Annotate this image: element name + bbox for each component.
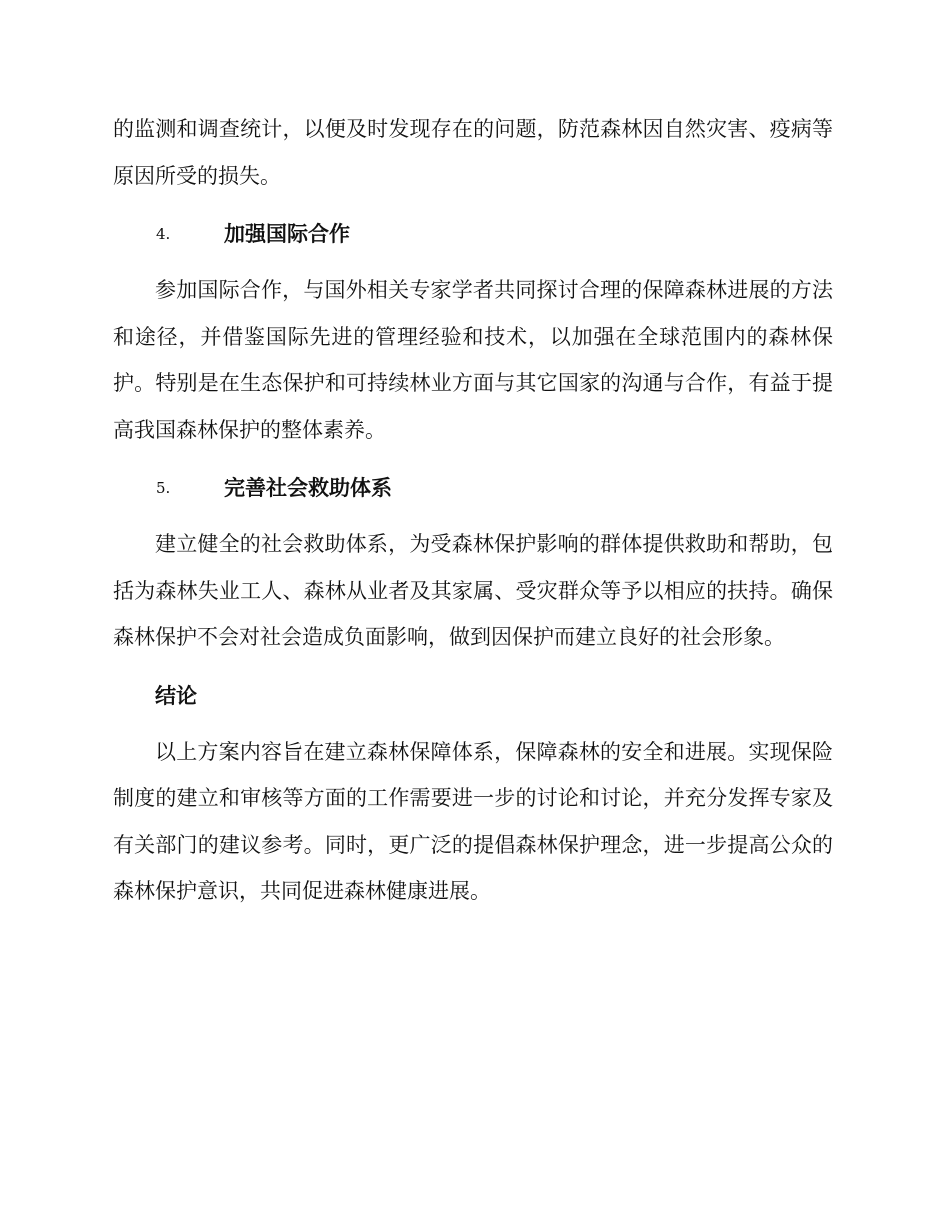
conclusion-heading (113, 673, 833, 719)
section-number: 4. (156, 225, 171, 243)
paragraph-conclusion: 以上方案内容旨在建立森林保障体系，保障森林的安全和进展。实现保险制度的建立和审核等方面的工作需要进一步的讨论和讨论，并充分发挥专家及有关部门的建议参考。同时，更广泛的提倡森林保护理念，进一步提高公众的森林保护意识，共同促进森林健康进展。 (113, 739, 833, 903)
section-title: 加强国际合作 (224, 222, 350, 246)
paragraph-social-assistance: 建立健全的社会救助体系，为受森林保护影响的群体提供救助和帮助，包括为森林失业工人、森林从业者及其家属、受灾群众等予以相应的扶持。确保森林保护不会对社会造成负面影响，做到因保护而建立良好的社会形象。 (113, 532, 833, 649)
paragraph-monitoring: 的监测和调查统计，以便及时发现存在的问题，防范森林因自然灾害、疫病等原因所受的损失。 (113, 117, 833, 188)
section-title: 完善社会救助体系 (224, 476, 392, 500)
document-page (113, 106, 833, 915)
section-heading-4 (113, 211, 833, 257)
paragraph-international-cooperation: 参加国际合作，与国外相关专家学者共同探讨合理的保障森林进展的方法和途径，并借鉴国际先进的管理经验和技术，以加强在全球范围内的森林保护。特别是在生态保护和可持续林业方面与其它国家的沟通与合作，有益于提高我国森林保护的整体素养。 (113, 278, 833, 442)
section-heading-5 (113, 465, 833, 511)
section-number: 5. (156, 479, 171, 497)
section-title: 结论 (155, 683, 197, 708)
